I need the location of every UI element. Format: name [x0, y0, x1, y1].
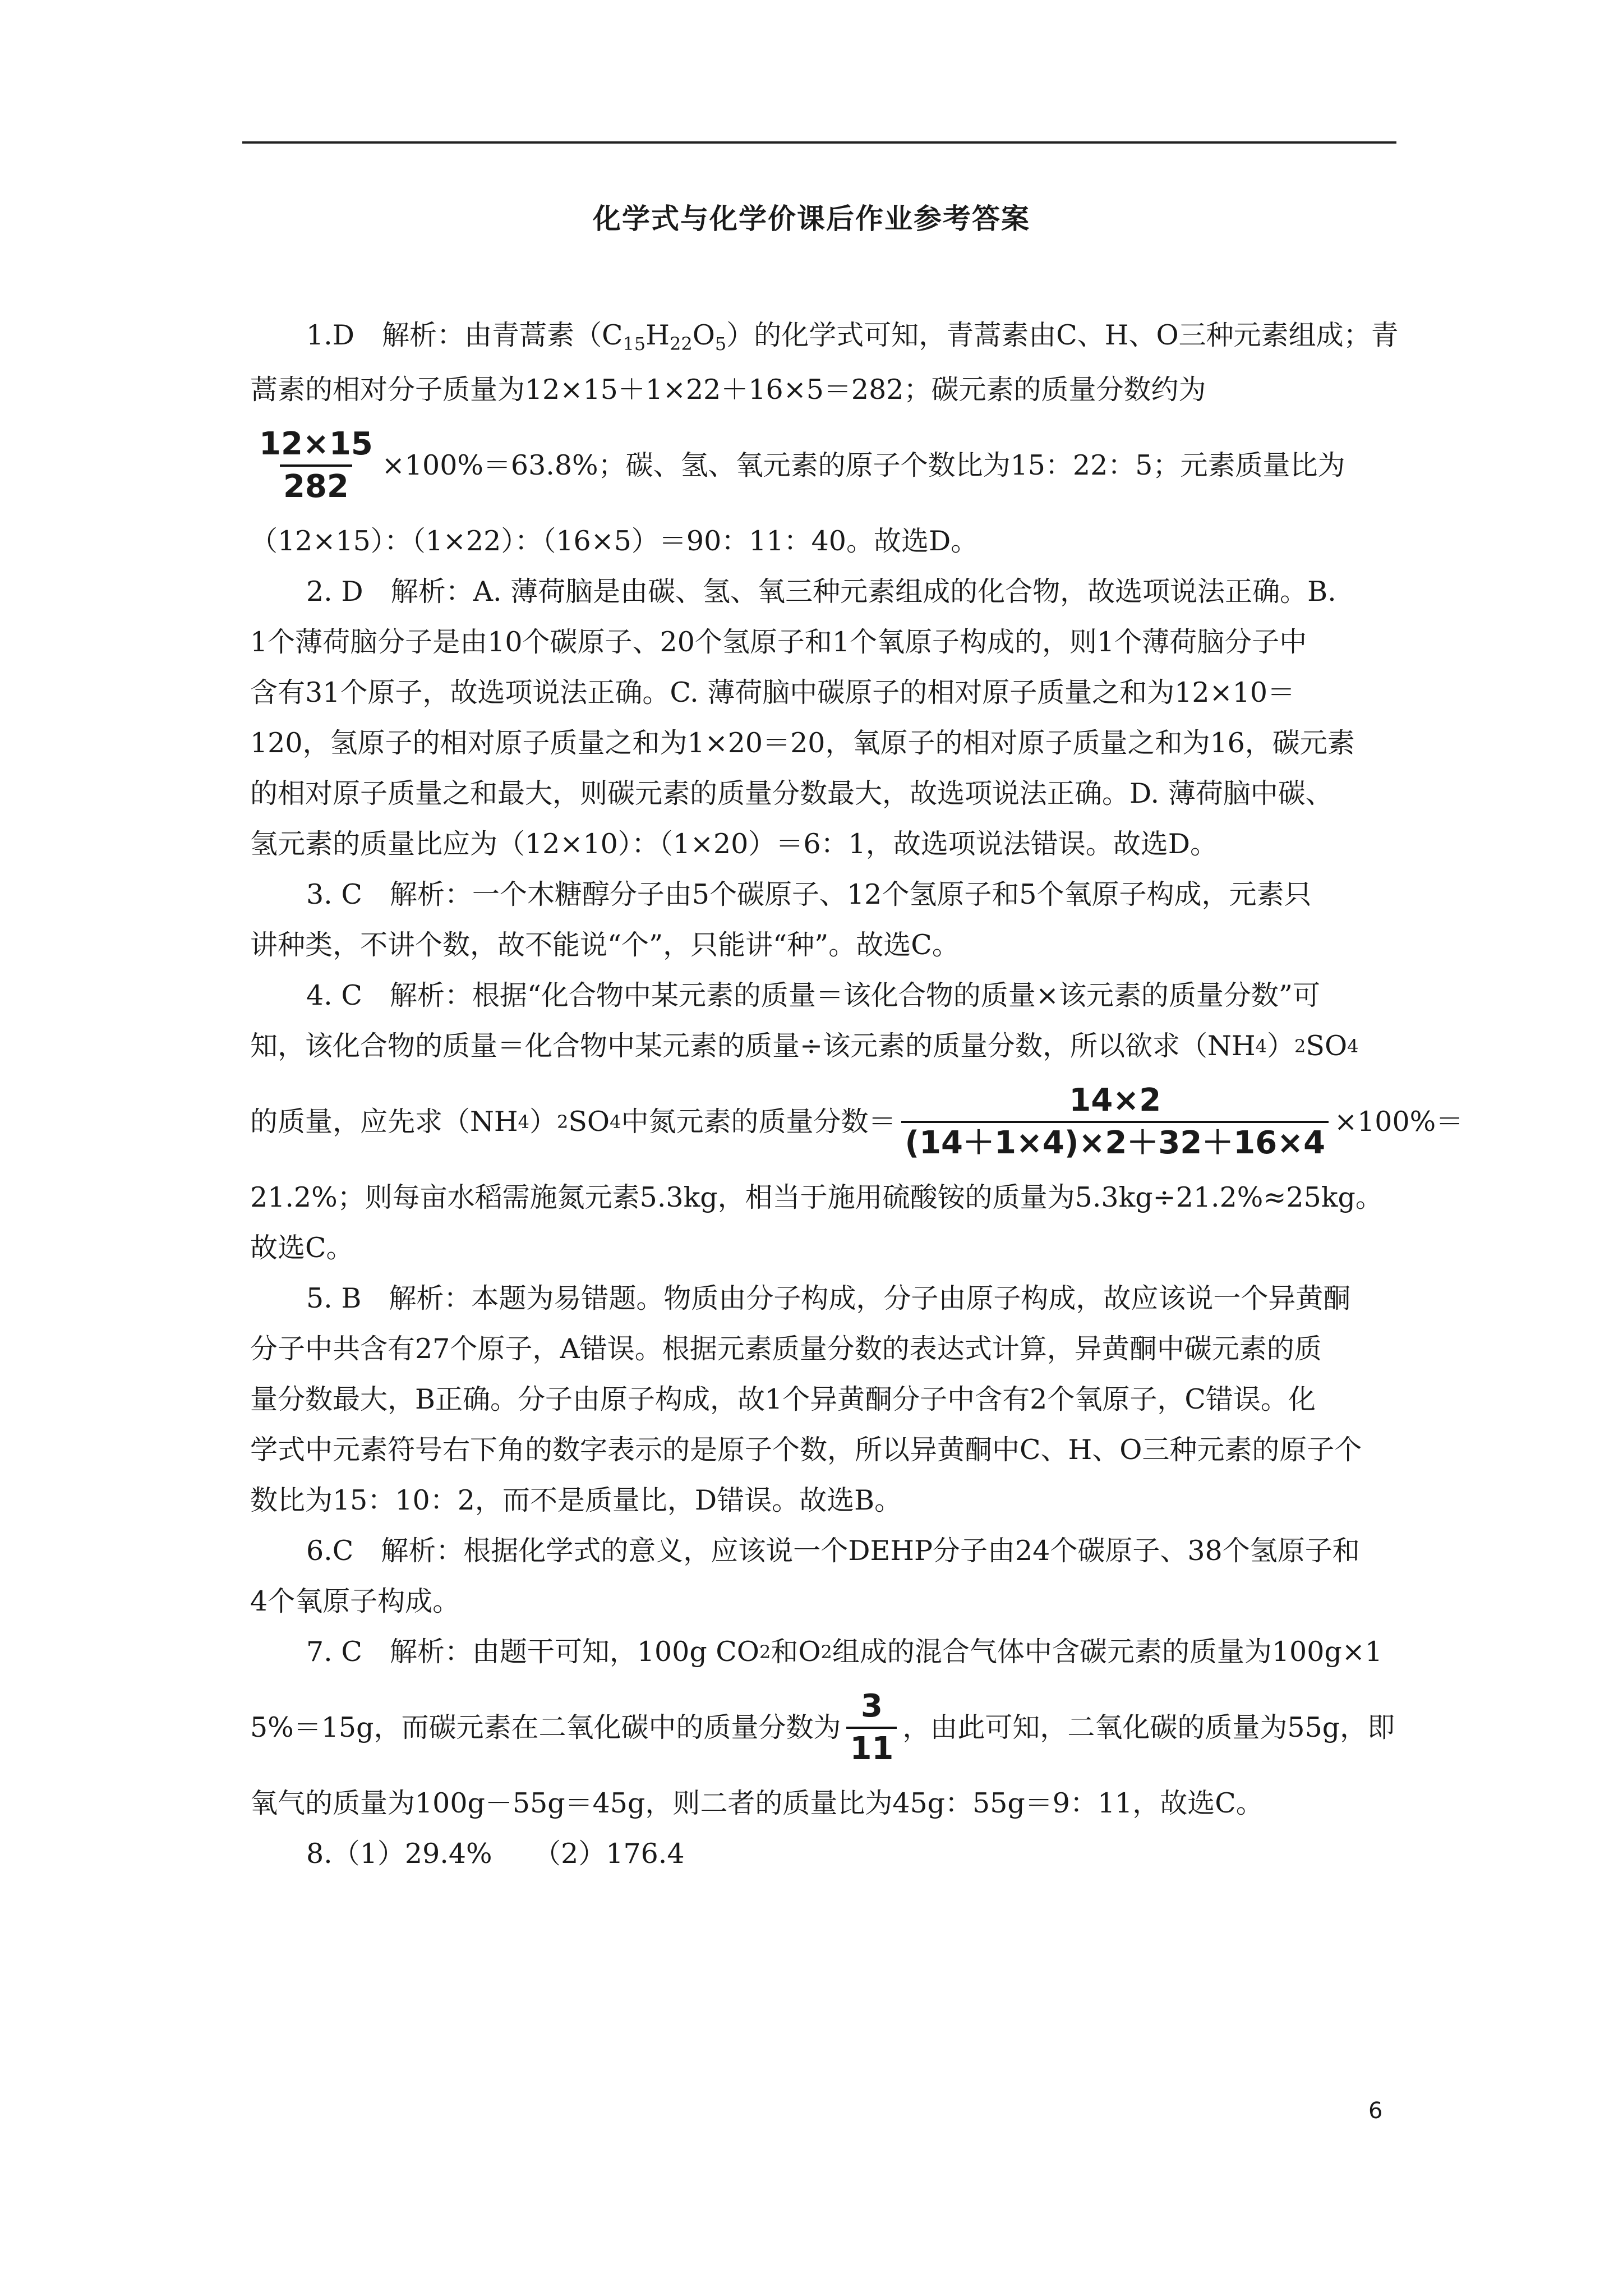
answer-6-line-2: 4个氧原子构成。: [250, 1585, 460, 1617]
fraction-carbon-mass: $\frac{12\times 15}{282}$: [259, 426, 373, 505]
answer-4-line-5: 故选C。: [250, 1232, 354, 1264]
answer-3-line-2: 讲种类，不讲个数，故不能说“个”，只能讲“种”。故选C。: [250, 929, 960, 961]
answer-5-line-5: 数比为15：10：2，而不是质量比，D错误。故选B。: [250, 1484, 902, 1516]
answer-7-line-2: 5%＝15g，而碳元素在二氧化碳中的质量分数为 $\frac{3}{11}$ ，由此可知，二氧化碳的质量为55g，即: [250, 1688, 1395, 1767]
page-number: 6: [1368, 2098, 1383, 2124]
fraction-carbon-in-co2: $\frac{3}{11}$: [846, 1688, 897, 1767]
answer-4-line-1: 4. C 解析：根据“化合物中某元素的质量＝该化合物的质量×该元素的质量分数”可: [306, 979, 1320, 1011]
answer-1-line-2: 蒿素的相对分子质量为12×15＋1×22＋16×5＝282；碳元素的质量分数约为: [250, 374, 1206, 406]
answer-2-line-5: 的相对原子质量之和最大，则碳元素的质量分数最大，故选项说法正确。D. 薄荷脑中碳、: [250, 777, 1333, 809]
answer-7-line-3: 氧气的质量为100g－55g＝45g，则二者的质量比为45g：55g＝9：11，故选C。: [250, 1787, 1264, 1819]
answer-2-line-2: 1个薄荷脑分子是由10个碳原子、20个氢原子和1个氧原子构成的，则1个薄荷脑分子中: [250, 626, 1307, 658]
answer-4-line-3: 的质量，应先求（NH 4 ） 2 SO 4 中氮元素的质量分数＝ $\frac{14\times 2}{(14+1\times 4)\times 2+32+16\times 4}$ ×100%＝: [250, 1082, 1464, 1161]
answer-body: [250, 314, 1464, 1879]
answer-4-line-2: 知，该化合物的质量＝化合物中某元素的质量÷该元素的质量分数，所以欲求（NH 4 ） 2 SO 4: [250, 1030, 1359, 1062]
answer-6-line-1: 6.C 解析：根据化学式的意义，应该说一个DEHP分子由24个碳原子、38个氢原子和: [306, 1535, 1360, 1567]
answer-5-line-4: 学式中元素符号右下角的数字表示的是原子个数，所以异黄酮中C、H、O三种元素的原子个: [250, 1434, 1362, 1466]
answer-7-line-1: 7. C 解析：由题干可知，100g CO 2 和O 2 组成的混合气体中含碳元素的质量为100g×1: [306, 1636, 1382, 1668]
answer-2-line-1: 2. D 解析：A. 薄荷脑是由碳、氢、氧三种元素组成的化合物，故选项说法正确。B.: [306, 576, 1336, 608]
header-rule: [242, 141, 1396, 144]
answer-5-line-1: 5. B 解析：本题为易错题。物质由分子构成，分子由原子构成，故应该说一个异黄酮: [306, 1282, 1351, 1314]
answer-5-line-3: 量分数最大，B正确。分子由原子构成，故1个异黄酮分子中含有2个氧原子，C错误。化: [250, 1383, 1316, 1415]
answer-2-line-4: 120，氢原子的相对原子质量之和为1×20＝20，氧原子的相对原子质量之和为16，碳元素: [250, 727, 1355, 759]
answer-1-line-4: （12×15）：（1×22）：（16×5）＝90：11：40。故选D。: [250, 525, 979, 557]
answer-3-line-1: 3. C 解析：一个木糖醇分子由5个碳原子、12个氢原子和5个氧原子构成，元素只: [306, 878, 1312, 910]
page-title: 化学式与化学价课后作业参考答案: [593, 203, 1030, 235]
answer-5-line-2: 分子中共含有27个原子，A错误。根据元素质量分数的表达式计算，异黄酮中碳元素的质: [250, 1333, 1322, 1365]
answer-1-line-3: $\frac{12\times 15}{282}$ ×100%＝63.8%；碳、氢、氧元素的原子个数比为15：22：5；元素质量比为: [250, 415, 1394, 516]
fraction-nitrogen-mass: $\frac{14\times 2}{(14+1\times 4)\times 2+32+16\times 4}$: [901, 1083, 1329, 1161]
answer-8-line-1: 8.（1）29.4% （2）176.4: [306, 1838, 685, 1870]
answer-2-line-6: 氢元素的质量比应为（12×10）：（1×20）＝6：1，故选项说法错误。故选D。: [250, 828, 1218, 860]
answer-4-line-4: 21.2%；则每亩水稻需施氮元素5.3kg，相当于施用硫酸铵的质量为5.3kg÷21.2%≈25kg。: [250, 1181, 1383, 1213]
answer-1-line-1: 1.D 解析：由青蒿素$(C_{15}H_{22}O_5)$的化学式可知，青蒿素由C、H、O三种元素组成；青: [306, 319, 1399, 355]
answer-2-line-3: 含有31个原子，故选项说法正确。C. 薄荷脑中碳原子的相对原子质量之和为12×10＝: [250, 677, 1295, 708]
